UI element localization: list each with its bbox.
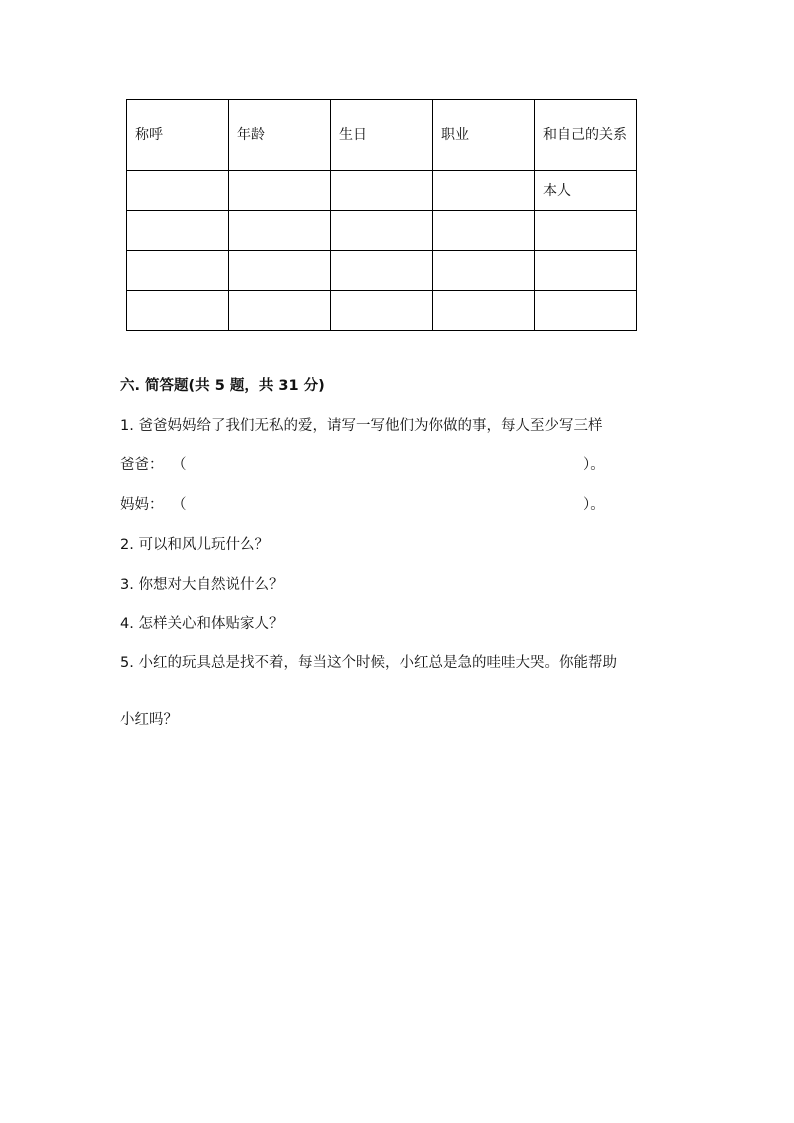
table-row: [127, 211, 637, 251]
table-header-row: [127, 100, 637, 171]
table-cell[interactable]: [127, 211, 229, 251]
question-2: 2. 可以和风儿玩什么？: [120, 537, 269, 553]
table-cell[interactable]: [433, 211, 535, 251]
table-cell[interactable]: [433, 251, 535, 291]
table-cell[interactable]: [331, 291, 433, 331]
table-cell[interactable]: [331, 171, 433, 211]
table-cell[interactable]: [433, 291, 535, 331]
close-paren: ）。: [583, 497, 605, 513]
answer-line-mother: [120, 495, 640, 515]
header-cell-occupation: 职业: [433, 100, 535, 171]
table-cell[interactable]: [127, 251, 229, 291]
table-cell: 本人: [535, 171, 637, 211]
header-cell-relation: 和自己的关系: [535, 100, 637, 171]
header-cell-title: 称呼: [127, 100, 229, 171]
close-paren: ）。: [583, 457, 605, 473]
open-paren: （: [172, 497, 187, 513]
question-5-line-1: 5. 小红的玩具总是找不着，每当这个时候，小红总是急的哇哇大哭。你能帮助: [120, 655, 617, 671]
table-cell[interactable]: [535, 211, 637, 251]
question-4: 4. 怎样关心和体贴家人？: [120, 616, 284, 632]
question-1: 1. 爸爸妈妈给了我们无私的爱，请写一写他们为你做的事，每人至少写三样: [120, 418, 603, 434]
table-cell[interactable]: [433, 171, 535, 211]
family-info-table: [126, 99, 637, 331]
table-row: [127, 251, 637, 291]
question-5-line-2: 小红吗？: [120, 712, 178, 728]
table-cell[interactable]: [229, 251, 331, 291]
question-3: 3. 你想对大自然说什么？: [120, 577, 284, 593]
header-cell-age: 年龄: [229, 100, 331, 171]
section-title: 六. 简答题(共 5 题，共 31 分): [120, 378, 325, 394]
table-cell[interactable]: [535, 291, 637, 331]
table-cell[interactable]: [331, 251, 433, 291]
table-cell[interactable]: [127, 291, 229, 331]
open-paren: （: [172, 457, 187, 473]
table-cell[interactable]: [331, 211, 433, 251]
table-row: [127, 171, 637, 211]
table-cell[interactable]: [127, 171, 229, 211]
header-cell-birthday: 生日: [331, 100, 433, 171]
answer-line-father: [120, 455, 640, 475]
table-cell[interactable]: [535, 251, 637, 291]
mother-label: 妈妈：: [120, 497, 164, 513]
father-label: 爸爸：: [120, 457, 164, 473]
table-cell[interactable]: [229, 171, 331, 211]
table-cell[interactable]: [229, 211, 331, 251]
table-row: [127, 291, 637, 331]
table-cell[interactable]: [229, 291, 331, 331]
